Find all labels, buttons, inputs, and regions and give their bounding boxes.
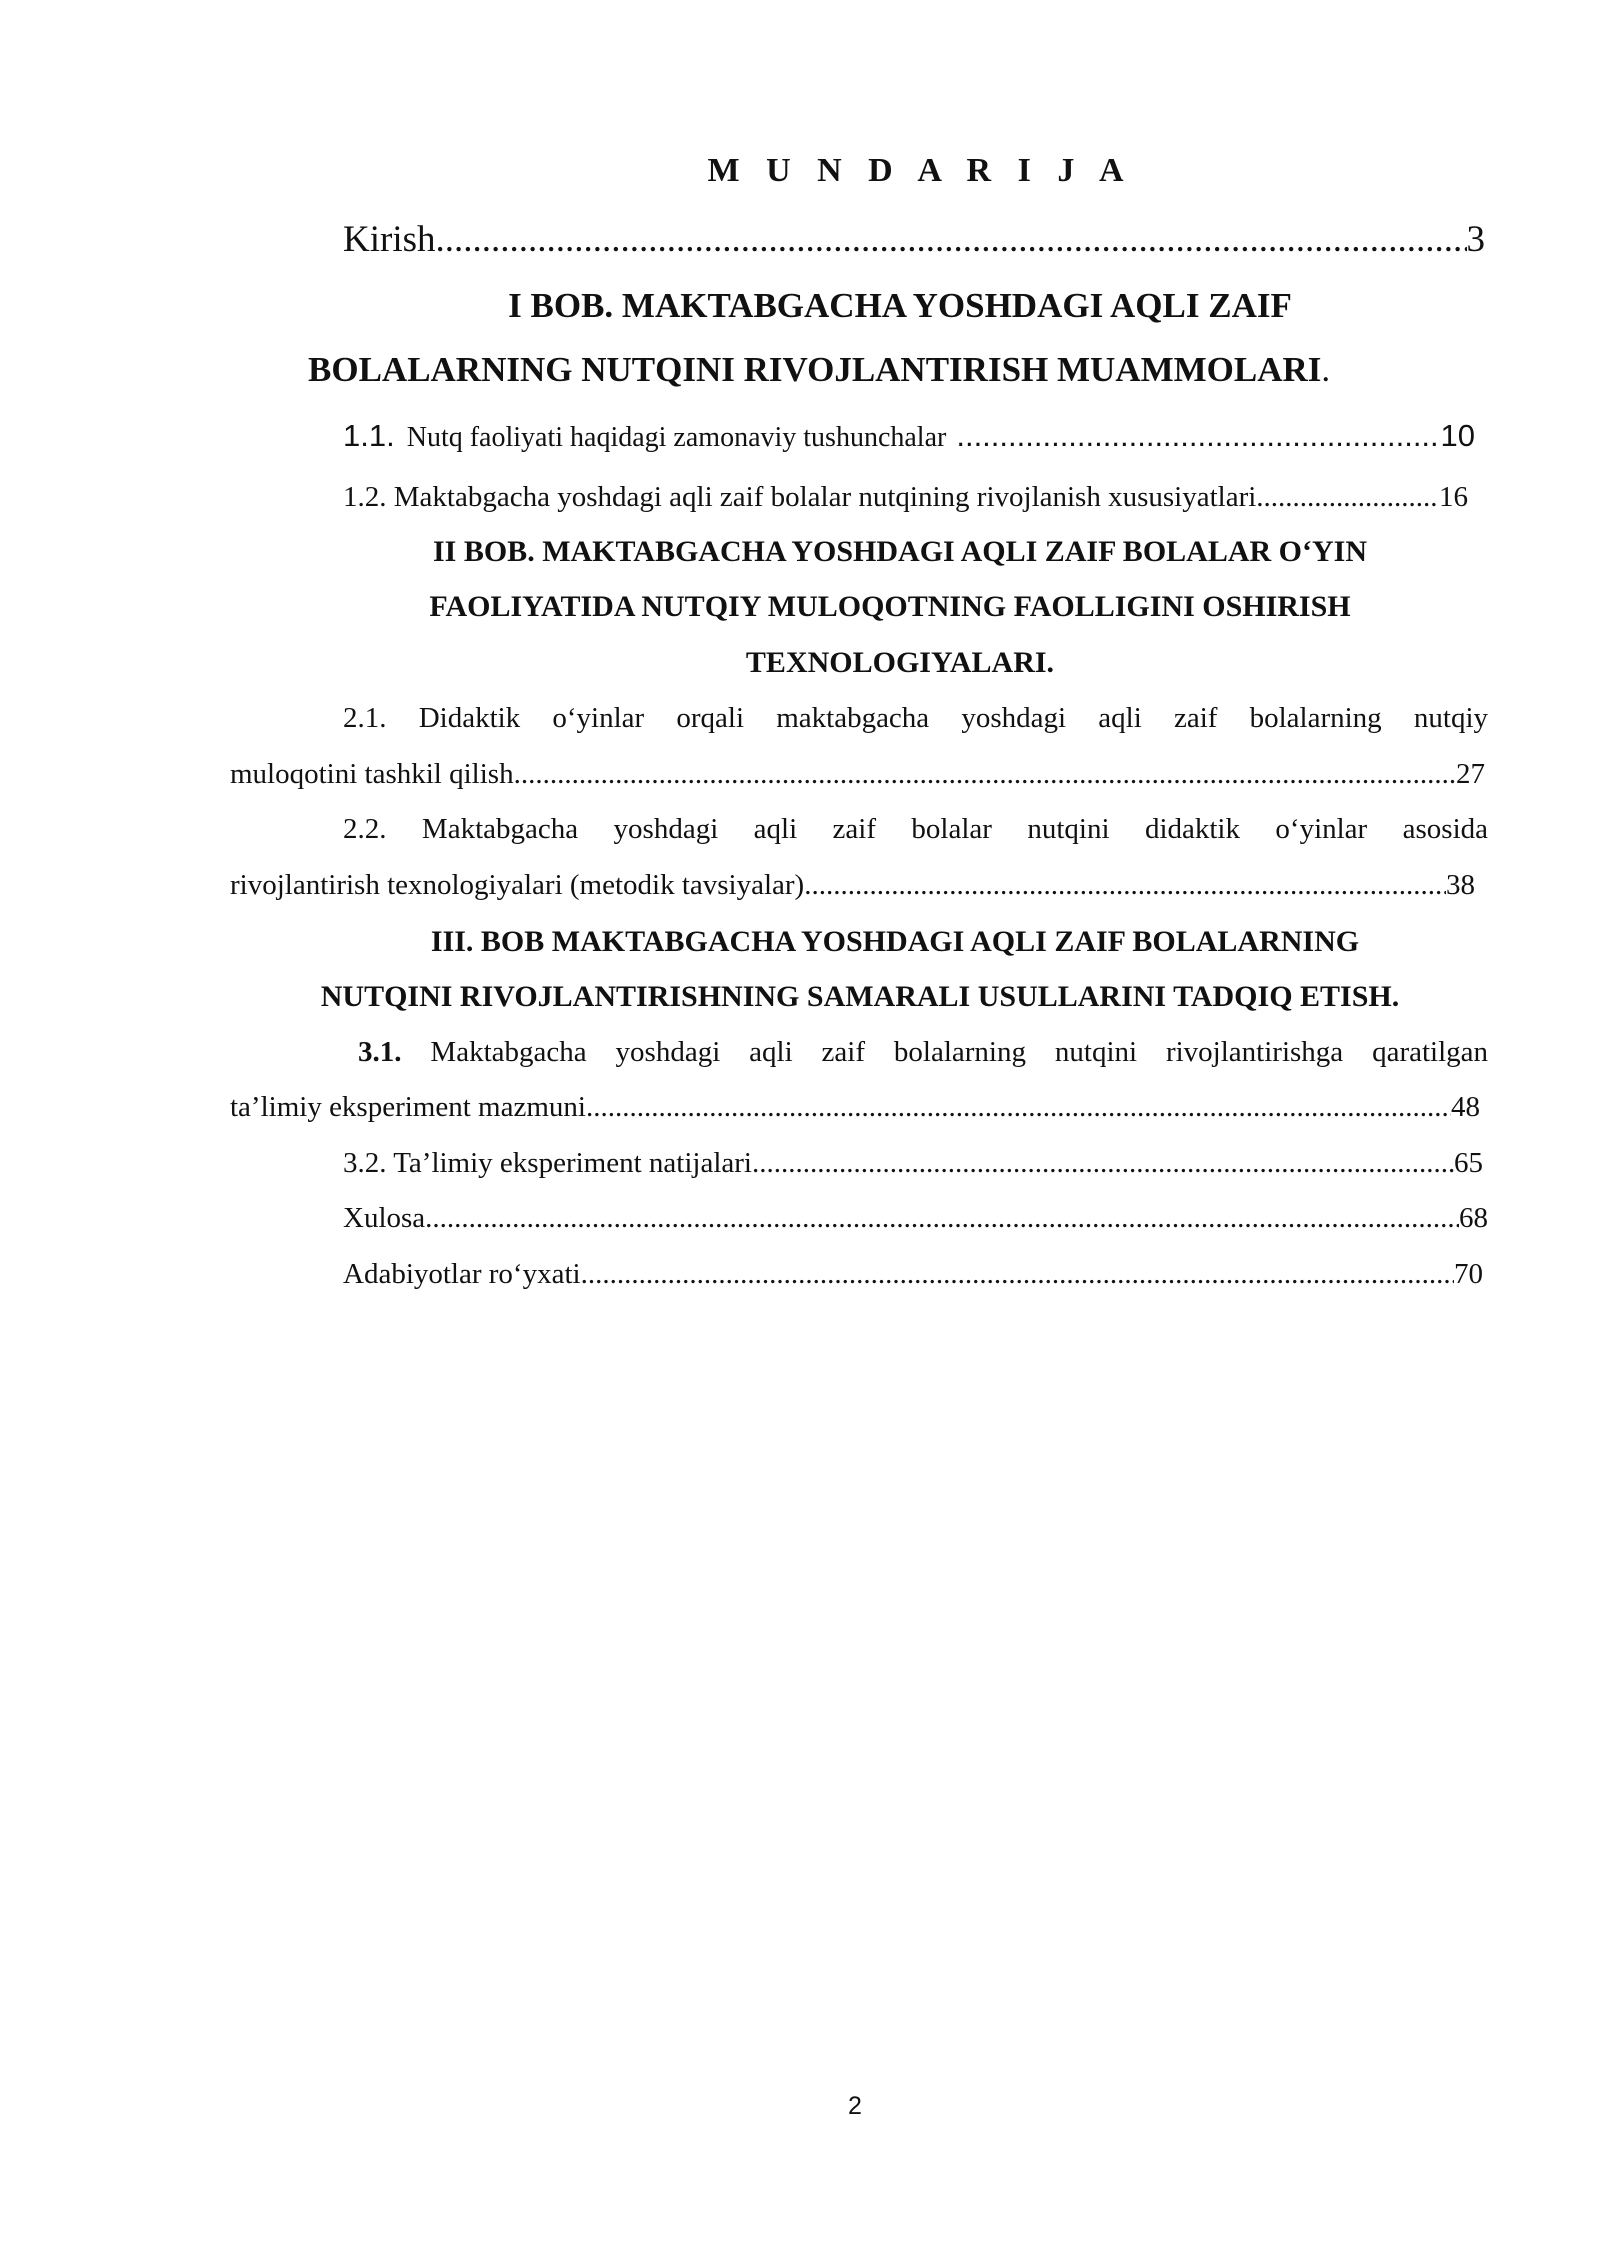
toc-entry-kirish[interactable] — [343, 218, 1485, 261]
page-number: 2 — [848, 2092, 862, 2120]
toc-entry-xulosa[interactable] — [343, 1202, 1488, 1235]
chapter-1-heading-text: BOLALARNING NUTQINI RIVOJLANTIRISH MUAMMOLARI — [308, 350, 1322, 389]
chapter-2-heading-line-3: TEXNOLOGIYALARI. — [745, 646, 1055, 679]
toc-entry-2-2-line-1[interactable] — [230, 813, 1488, 846]
chapter-3-heading-line-1: III. BOB MAKTABGACHA YOSHDAGI AQLI ZAIF BOLALARNING — [430, 925, 1360, 958]
toc-entry-label: ta’limiy eksperiment mazmuni — [230, 1091, 586, 1123]
toc-page-number: 38 — [1446, 869, 1475, 901]
chapter-1-heading-period: . — [1321, 350, 1331, 389]
toc-entry-1-1[interactable] — [343, 418, 1475, 454]
toc-entry-number: 3.1. — [358, 1036, 402, 1068]
toc-page-number: 65 — [1454, 1147, 1483, 1179]
toc-page-number: 10 — [1440, 418, 1475, 453]
chapter-3-heading-line-2: NUTQINI RIVOJLANTIRISHNING SAMARALI USULLARINI TADQIQ ETISH. — [320, 980, 1400, 1013]
toc-entry-2-1-line-1[interactable] — [230, 702, 1488, 735]
chapter-1-heading-line-1: I BOB. MAKTABGACHA YOSHDAGI AQLI ZAIF — [508, 286, 1292, 325]
toc-entry-number: 1.1. — [343, 418, 395, 453]
chapter-2-heading-line-2: FAOLIYATIDA NUTQIY MULOQOTNING FAOLLIGINI OSHIRISH — [429, 590, 1351, 623]
chapter-1-heading-line-2 — [308, 350, 1330, 390]
toc-page-number: 27 — [1456, 758, 1485, 790]
toc-entry-2-1-line-2[interactable] — [230, 758, 1485, 791]
toc-dot-leader — [956, 418, 1440, 454]
toc-page-number: 48 — [1451, 1091, 1480, 1123]
toc-dot-leader — [436, 218, 1467, 261]
toc-entry-label: 1.2. Maktabgacha yoshdagi aqli zaif bolalar nutqining rivojlanish xususiyatlari — [343, 481, 1257, 513]
chapter-2-heading-line-1: II BOB. MAKTABGACHA YOSHDAGI AQLI ZAIF BOLALAR O‘YIN — [432, 535, 1367, 568]
toc-entry-1-2[interactable] — [343, 481, 1468, 514]
toc-entry-label: Maktabgacha yoshdagi aqli zaif bolalarning nutqini rivojlantirishga qaratilgan — [430, 1036, 1489, 1068]
toc-entry-3-2[interactable] — [343, 1147, 1483, 1180]
toc-entry-label: 2.2. Maktabgacha yoshdagi aqli zaif bolalar nutqini didaktik o‘yinlar asosida — [343, 813, 1488, 845]
toc-dot-leader — [425, 1202, 1459, 1235]
toc-page-number: 68 — [1459, 1202, 1488, 1234]
toc-entry-label: Xulosa — [343, 1202, 426, 1234]
toc-entry-3-1-line-1[interactable] — [230, 1036, 1488, 1069]
toc-entry-label: Kirish — [343, 219, 436, 260]
toc-entry-label: 2.1. Didaktik o‘yinlar orqali maktabgacha yoshdagi aqli zaif bolalarning nutqiy — [343, 702, 1488, 734]
toc-entry-adabiyotlar[interactable] — [343, 1258, 1483, 1291]
toc-entry-label: muloqotini tashkil qilish — [230, 758, 514, 790]
toc-dot-leader — [804, 869, 1446, 902]
toc-dot-leader — [586, 1091, 1451, 1124]
toc-entry-2-2-line-2[interactable] — [230, 869, 1475, 902]
toc-entry-label: Nutq faoliyati haqidagi zamonaviy tushunchalar — [406, 422, 947, 453]
toc-dot-leader — [581, 1258, 1454, 1291]
toc-dot-leader — [752, 1147, 1454, 1180]
toc-entry-3-1-line-2[interactable] — [230, 1091, 1480, 1124]
toc-entry-label: 3.2. Ta’limiy eksperiment natijalari — [343, 1147, 752, 1179]
toc-entry-label: Adabiyotlar ro‘yxati — [343, 1258, 581, 1290]
toc-title: M U N D A R I J A — [707, 152, 1133, 189]
toc-page-number: 70 — [1454, 1258, 1483, 1290]
toc-page-number: 16 — [1439, 481, 1468, 513]
toc-page-number: 3 — [1466, 219, 1485, 260]
toc-dot-leader — [1256, 481, 1439, 514]
toc-entry-label: rivojlantirish texnologiyalari (metodik tavsiyalar) — [230, 869, 805, 901]
toc-dot-leader — [514, 758, 1456, 791]
